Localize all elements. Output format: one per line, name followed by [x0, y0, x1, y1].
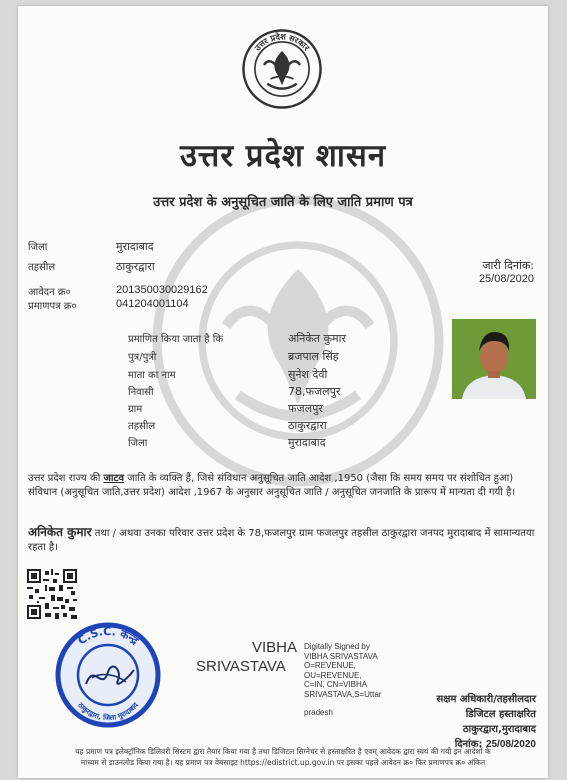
issue-date-label: जारी दिनांक: — [482, 259, 534, 272]
csc-stamp — [52, 622, 164, 728]
stamp-text: C.S.C. केन्द्र — [75, 624, 141, 648]
issue-date-value: 25/08/2020 — [478, 273, 534, 285]
meta-label-district: जिला — [28, 242, 48, 253]
detail-value-father: ब्रजपाल सिंह — [288, 350, 339, 363]
detail-label-tehsil: तहसील — [128, 421, 156, 432]
meta-value-tehsil: ठाकुरद्वारा — [116, 260, 155, 273]
meta-value-district: मुरादाबाद — [116, 240, 154, 253]
meta-label-tehsil: तहसील — [28, 262, 56, 273]
meta-value-certificate-no: 041204001104 — [116, 298, 189, 310]
detail-label-district: जिला — [128, 438, 148, 449]
detail-value-name: अनिकेत कुमार — [288, 332, 346, 345]
detail-value-resident: 78,फजलपुर — [288, 385, 341, 398]
caste-declaration-paragraph: उत्तर प्रदेश राज्य की जाटव जाति के व्यक्ति हैं, जिसे संविधान अनुसूचित जाति आदेश ,1950 (जैसा कि समय समय पर संशोधित हुआ) संविधान (अनुसूचित जाति,उत्तर प्रदेश) आदेश ,1967 के अनुसार अनुसूचित जाति / अनुसूचित जनजाति के प्रारूप में मान्यता दी गयी है। — [28, 473, 516, 498]
signer-name: VIBHA SRIVASTAVA — [196, 639, 298, 675]
detail-label-mother: माता का नाम — [128, 370, 176, 381]
certificate-subtitle: उत्तर प्रदेश के अनुसूचित जाति के लिए जाति प्रमाण पत्र — [153, 195, 413, 210]
stamp-bottom-text: ठाकुरद्वारा, जिला मुरादाबाद — [76, 701, 140, 723]
meta-label-certificate-no: प्रमाणपत्र क्र० — [28, 301, 77, 312]
applicant-name: अनिकेत कुमार — [28, 525, 92, 539]
detail-label-certify: प्रमाणित किया जाता है कि — [128, 334, 224, 345]
certificate-title: उत्तर प्रदेश शासन — [179, 138, 387, 174]
detail-value-mother: सुनेश देवी — [288, 368, 328, 381]
detail-label-village: ग्राम — [128, 404, 143, 415]
detail-value-tehsil: ठाकुरद्वारा — [288, 419, 327, 432]
qr-code — [27, 569, 77, 619]
emblem-text: उत्तर प्रदेश सरकार — [252, 31, 312, 53]
applicant-photo — [452, 319, 536, 399]
up-government-emblem — [241, 28, 323, 110]
detail-label-son-of: पुत्र/पुत्री — [128, 352, 157, 363]
certificate-page — [18, 6, 548, 778]
footer-note: यह प्रमाण पत्र इलेक्ट्रॉनिक डिलिवरी सिस्टम द्वारा तैयार किया गया है तथा डिजिटल सिग्नेचर से हस्ताक्षरित है एवम् आवेदक द्वारा स्वयं की गयी इन आदेशों के माध्यम से डाउनलोड किया गया है। यह प्रमाण पत्र वेबसाइट https://edistrict.up.gov.in पर इसका पहले आवेदन क्र० फिर प्रमाणपत्र क्र० अंकित — [75, 747, 491, 767]
meta-label-application-no: आवेदन क्र० — [28, 287, 71, 298]
caste-name: जाटव — [103, 473, 125, 484]
detail-label-resident: निवासी — [128, 387, 154, 398]
detail-value-village: फजलपुर — [288, 402, 323, 415]
meta-value-application-no: 201350030029162 — [116, 284, 208, 296]
detail-value-district: मुरादाबाद — [288, 436, 326, 449]
digital-signature-details: Digitally Signed by VIBHA SRIVASTAVA O=REVENUE, OU=REVENUE, C=IN, CN=VIBHA SRIVASTAVA,S=Uttar pradesh — [304, 642, 382, 717]
residence-paragraph: अनिकेत कुमार तथा / अथवा उनका परिवार उत्तर प्रदेश के 78,फजलपुर ग्राम फजलपुर तहसील ठाकुरद्वारा जनपद मुरादाबाद में सामान्यतया रहता है। — [28, 525, 535, 553]
issuing-authority: सक्षम अधिकारी/तहसीलदार डिजिटल हस्ताक्षरित ठाकुरद्वारा,मुरादाबाद दिनांक: 25/08/2020 — [436, 694, 536, 750]
